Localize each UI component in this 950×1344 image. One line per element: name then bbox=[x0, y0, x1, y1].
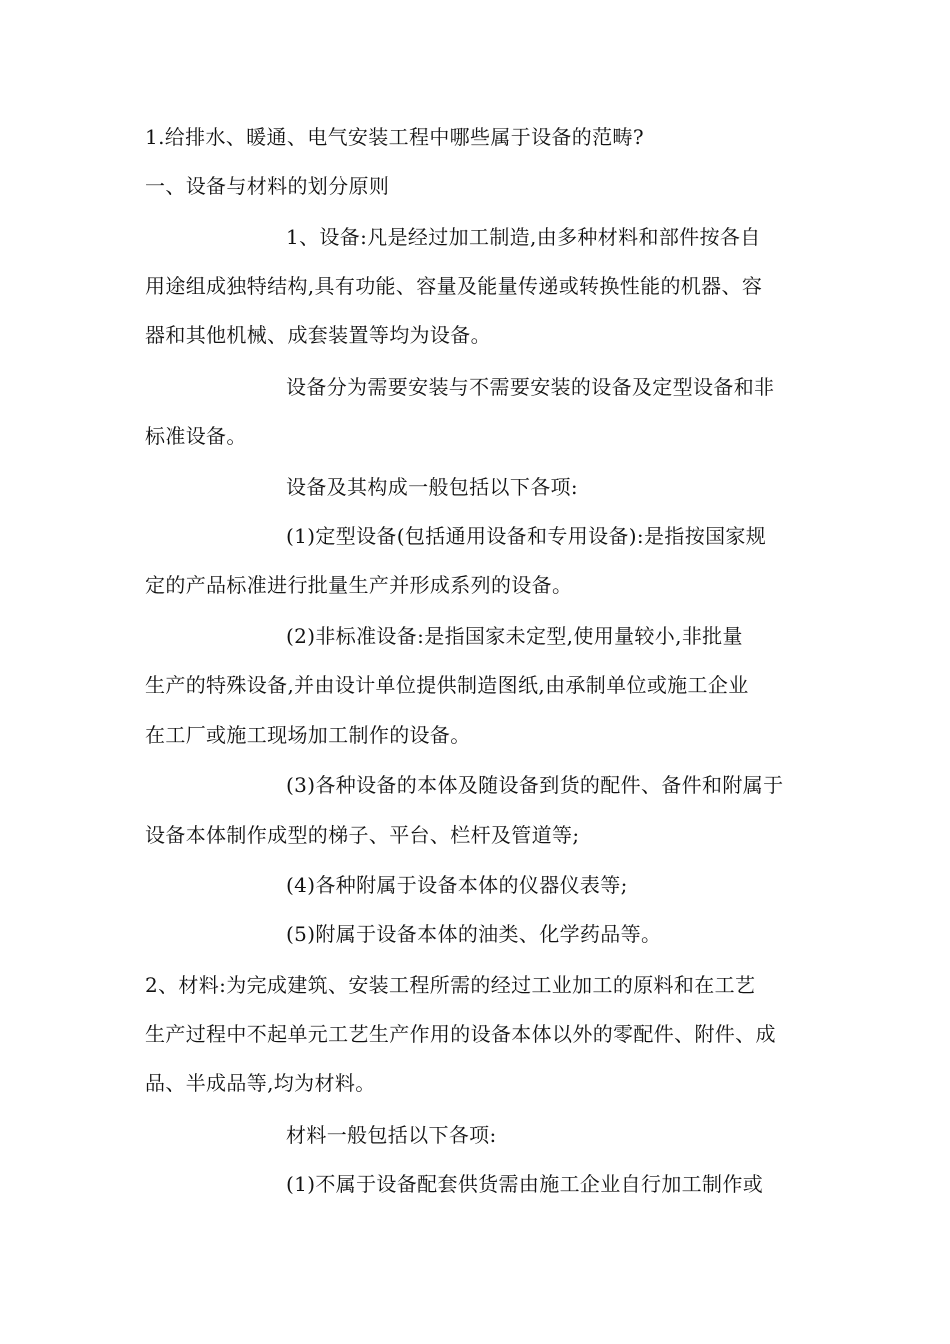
equipment-categories-line-2: 标准设备。 bbox=[145, 424, 247, 448]
material-item-1-line-1: (1)不属于设备配套供货需由施工企业自行加工制作或 bbox=[286, 1172, 764, 1196]
equipment-definition-line-2: 用途组成独特结构,具有功能、容量及能量传递或转换性能的机器、容 bbox=[145, 274, 763, 298]
equipment-item-4: (4)各种附属于设备本体的仪器仪表等; bbox=[286, 873, 628, 897]
equipment-item-1-line-2: 定的产品标准进行批量生产并形成系列的设备。 bbox=[145, 573, 573, 597]
equipment-item-2-line-3: 在工厂或施工现场加工制作的设备。 bbox=[145, 723, 471, 747]
equipment-items-intro: 设备及其构成一般包括以下各项: bbox=[286, 475, 578, 499]
equipment-item-5: (5)附属于设备本体的油类、化学药品等。 bbox=[286, 922, 662, 946]
section-heading: 一、设备与材料的划分原则 bbox=[145, 174, 390, 198]
question-title: 1.给排水、暖通、电气安装工程中哪些属于设备的范畴? bbox=[145, 125, 644, 149]
equipment-definition-line-1: 1、设备:凡是经过加工制造,由多种材料和部件按各自 bbox=[286, 225, 761, 249]
equipment-item-2-line-1: (2)非标准设备:是指国家未定型,使用量较小,非批量 bbox=[286, 624, 743, 648]
material-items-intro: 材料一般包括以下各项: bbox=[286, 1123, 497, 1147]
equipment-categories-line-1: 设备分为需要安装与不需要安装的设备及定型设备和非 bbox=[286, 375, 775, 399]
material-definition-line-1: 2、材料:为完成建筑、安装工程所需的经过工业加工的原料和在工艺 bbox=[145, 973, 756, 997]
equipment-definition-line-3: 器和其他机械、成套装置等均为设备。 bbox=[145, 323, 491, 347]
equipment-item-1-line-1: (1)定型设备(包括通用设备和专用设备):是指按国家规 bbox=[286, 524, 767, 548]
material-definition-line-2: 生产过程中不起单元工艺生产作用的设备本体以外的零配件、附件、成 bbox=[145, 1022, 776, 1046]
material-definition-line-3: 品、半成品等,均为材料。 bbox=[145, 1071, 376, 1095]
equipment-item-3-line-2: 设备本体制作成型的梯子、平台、栏杆及管道等; bbox=[145, 823, 580, 847]
equipment-item-2-line-2: 生产的特殊设备,并由设计单位提供制造图纸,由承制单位或施工企业 bbox=[145, 673, 749, 697]
equipment-item-3-line-1: (3)各种设备的本体及随设备到货的配件、备件和附属于 bbox=[286, 773, 784, 797]
